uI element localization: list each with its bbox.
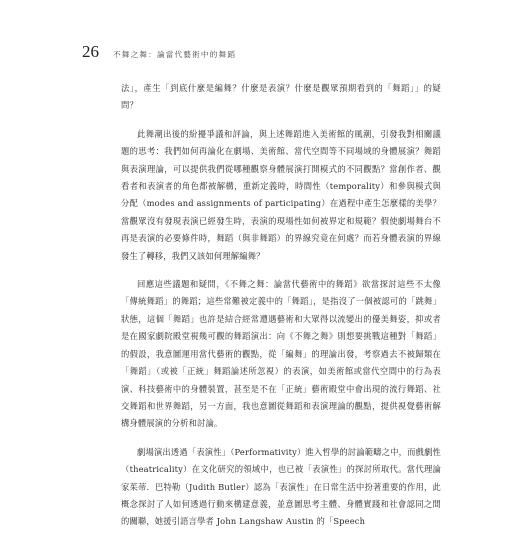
paragraph: 劇場演出透過「表演性」（Performativity）進入哲學的討論範疇之中，而戲劇性（theatricality）在文化研究的領域中，也已被「表演性」的探討所取代。當代理論家茱蒂．巴特勒（Judith Butler）認為「表演性」在日常生活中扮著重要的作用，此概念探討了人如何透過行動來構建意義，並意圖思考主體、身體實踐和社會認同之間的關聯，她援引語言學者 John Langshaw Austin 的「Speech: [121, 446, 441, 527]
paragraph: 回應這些議題和疑問，《不舞之舞：論當代藝術中的舞蹈》欲當探討這些不太像「傳統舞蹈」的舞蹈；這些常難被定義中的「舞蹈」，是指沒了一個被認可的「跳舞」狀態，這個「舞蹈」也許是結合經常遭遇藝術和大眾得以流變出的優美舞姿，抑或者是在國家劇院殿堂視幾可觀的舞蹈演出：向《不舞之舞》則想要挑戰這種對「舞蹈」的假設，我意圖運用當代藝術的觀點，從「編舞」的理論出發，考察過去不被歸類在「舞蹈」（或被「正統」舞蹈論述所忽視）的表演，如美術館或當代空間中的行為表演、科技藝術中的身體裝置，甚至是不在「正統」藝術殿堂中會出現的流行舞蹈、社交舞蹈和世界舞蹈，另一方面，我也意圖從舞蹈和表演理論的觀點，提供視覺藝術解構身體展演的分析和討論。: [121, 279, 441, 429]
running-title: 不舞之舞：論當代藝術中的舞蹈: [113, 50, 237, 59]
page-number: 26: [82, 42, 99, 61]
body-text: [121, 80, 441, 542]
paragraph: 法」，產生「到底什麼是編舞？什麼是表演？什麼是觀眾預期看到的「舞蹈」」的疑問？: [121, 83, 441, 111]
paragraph: 此舞潮出後的紛擾爭議和評論，與上述舞蹈進入美術館的風潮，引發我對相關議題的思考：我們如何再論化在劇場、美術館、當代空間等不同場域的身體展演？舞蹈與表演理論，可以提供我們從哪種觀察身體展演打開模式的不同觀點？當創作者、觀看者和表演者的角色都被解構，重新定義時，時間性（temporality）和參與模式與分配（modes and assignments of participating）在過程中產生怎麼樣的美學？當觀眾沒有發現表演已經發生時，表演的現場性如何被界定和規範？假使劇場舞台不再是表演的必要條件時，舞蹈（與非舞蹈）的界線究竟在何處？而若身體表演的界線發生了轉移，我們又該如何理解編舞？: [121, 128, 441, 261]
page-header: [82, 42, 236, 62]
